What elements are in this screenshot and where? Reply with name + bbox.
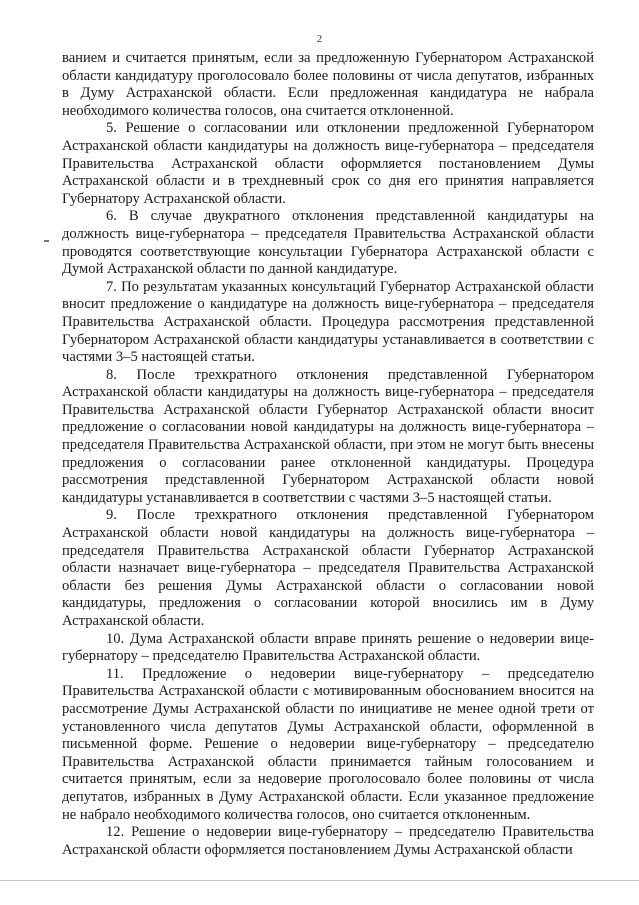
paragraph-item-11: 11. Предложение о недоверии вице-губернатору – председателю Правительства Астраханской области с мотивированным обоснованием вносится на рассмотрение Думы Астраханской области по инициативе не менее одной трети от установленного числа депутатов Думы Астраханской области, оформленной в письменной форме. Решение о недоверии вице-губернатору – председателю Правительства Астраханской области принимается тайным голосованием и считается принятым, если за недоверие проголосовало более половины от числа депутатов, избранных в Думу Астраханской области. Если указанное предложение не набрало необходимого количества голосов, оно считается отклоненным. <box>62 665 594 823</box>
bottom-divider <box>0 880 639 881</box>
paragraph-item-12: 12. Решение о недоверии вице-губернатору – председателю Правительства Астраханской области оформляется постановлением Думы Астраханской области <box>62 824 594 858</box>
margin-mark <box>44 240 49 242</box>
page-number: 2 <box>316 33 323 45</box>
paragraph-item-7: 7. По результатам указанных консультаций Губернатор Астраханской области вносит предложение о кандидатуре на должность вице-губернатора – председателя Правительства Астраханской области. Процедура рассмотрения представленной Губернатором Астраханской области кандидатуры устанавливается в соответствии с частями 3–5 настоящей статьи. <box>62 278 594 366</box>
paragraph-continuation: ванием и считается принятым, если за предложенную Губернатором Астраханской области кандидатуру проголосовало более половины от числа депутатов, избранных в Думу Астраханской области. Если предложенная кандидатура не набрала необходимого количества голосов, она считается отклоненной. <box>62 50 594 119</box>
paragraph-item-9: 9. После трехкратного отклонения представленной Губернатором Астраханской области новой кандидатуры на должность вице-губернатора – председателя Правительства Астраханской области Губернатор Астраханской области назначает вице-губернатора – председателя Правительства Астраханской области без решения Думы Астраханской области о согласовании новой кандидатуры, предложения о согласовании которой вносились им в Думу Астраханской области. <box>62 507 594 629</box>
paragraph-item-8: 8. После трехкратного отклонения представленной Губернатором Астраханской области кандидатуры на должность вице-губернатора – председателя Правительства Астраханской области Губернатор Астраханской области вносит предложение о согласовании новой кандидатуры на должность вице-губернатора – председателя Правительства Астраханской области, при этом не могут быть внесены предложения о согласовании ранее отклоненной кандидатуры. Процедура рассмотрения представленной Губернатором Астраханской области новой кандидатуры устанавливается в соответствии с частями 3–5 настоящей статьи. <box>62 366 594 506</box>
paragraph-item-10: 10. Дума Астраханской области вправе принять решение о недоверии вице-губернатору – председателю Правительства Астраханской области. <box>62 630 594 665</box>
document-body <box>62 50 594 859</box>
paragraph-item-6: 6. В случае двукратного отклонения представленной кандидатуры на должность вице-губернатора – председателя Правительства Астраханской области проводятся соответствующие консультации Губернатора Астраханской области с Думой Астраханской области по данной кандидатуре. <box>62 208 594 278</box>
paragraph-item-5: 5. Решение о согласовании или отклонении предложенной Губернатором Астраханской области кандидатуры на должность вице-губернатора – председателя Правительства Астраханской области оформляется постановлением Думы Астраханской области и в трехдневный срок со дня его принятия направляется Губернатору Астраханской области. <box>62 120 594 207</box>
